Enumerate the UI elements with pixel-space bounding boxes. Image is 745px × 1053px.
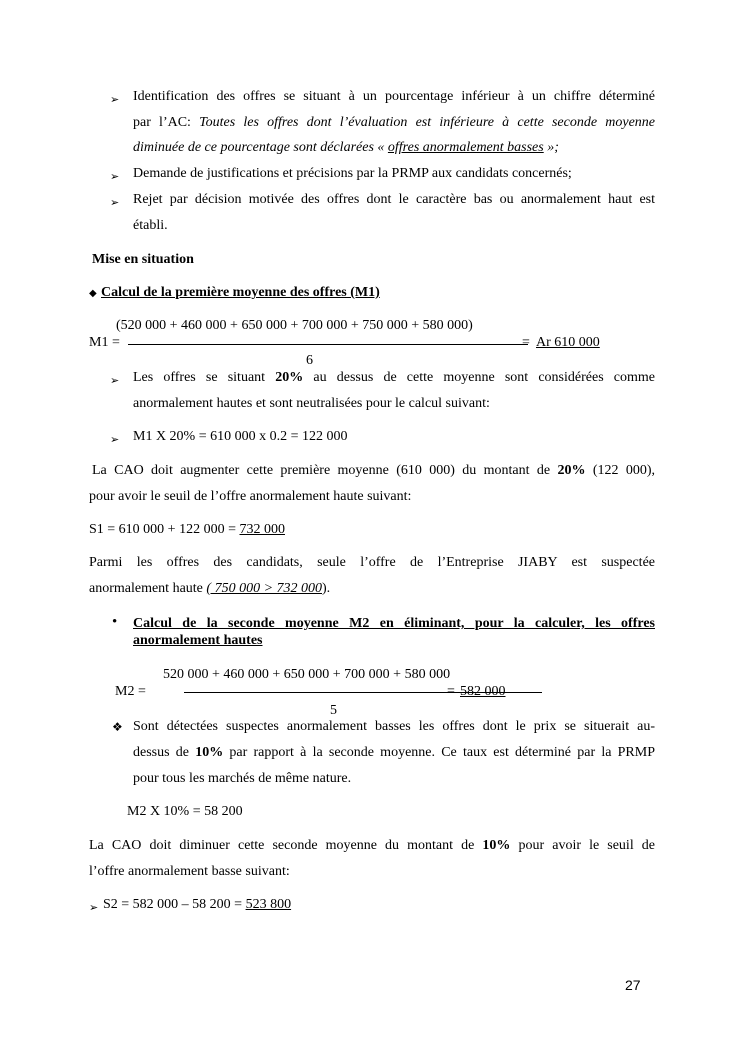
arrow-bullet-icon: ➢ bbox=[110, 433, 120, 446]
m1-numerator: (520 000 + 460 000 + 650 000 + 700 000 + 750 000 + 580 000) bbox=[116, 318, 473, 333]
cao1-line1: La CAO doit augmenter cette première moyenne (610 000) du montant de 20% (122 000), bbox=[92, 463, 656, 478]
m2-bullet-line1: Sont détectées suspectes anormalement basses les offres dont le prix se situerait au- bbox=[133, 719, 655, 734]
arrow-bullet-icon: ➢ bbox=[89, 901, 99, 914]
bullet-identification-line1: Identification des offres se situant à un pourcentage inférieur à un chiffre déterminé bbox=[133, 89, 655, 104]
cao2-line1: La CAO doit diminuer cette seconde moyenne du montant de 10% pour avoir le seuil de bbox=[89, 838, 656, 853]
bullet-demande: Demande de justifications et précisions par la PRMP aux candidats concernés; bbox=[133, 166, 572, 181]
m2-numerator: 520 000 + 460 000 + 650 000 + 700 000 + 580 000 bbox=[163, 667, 451, 682]
m1-fraction-bar bbox=[128, 344, 528, 345]
diamond-bullet-icon: ◆ bbox=[89, 288, 97, 299]
m2-equals: = bbox=[447, 684, 455, 699]
round-bullet-icon: • bbox=[112, 614, 118, 630]
m2-heading-line1: Calcul de la seconde moyenne M2 en éliminant, pour la calculer, les offres bbox=[133, 616, 655, 631]
m2-denominator: 5 bbox=[330, 703, 337, 718]
m2-result: 582 000 bbox=[460, 684, 506, 699]
m1-result: Ar 610 000 bbox=[536, 335, 600, 350]
cao1-line2: pour avoir le seuil de l’offre anormalement haute suivant: bbox=[89, 489, 412, 504]
m1-heading: Calcul de la première moyenne des offres (M1) bbox=[101, 285, 380, 300]
bullet-rejet-line2: établi. bbox=[133, 218, 168, 233]
m2-bullet-line3: pour tous les marchés de même nature. bbox=[133, 771, 352, 786]
m2-bullet-line2: dessus de 10% par rapport à la seconde moyenne. Ce taux est déterminé par la PRMP bbox=[133, 745, 655, 760]
four-diamond-bullet-icon: ❖ bbox=[112, 720, 123, 734]
section-title: Mise en situation bbox=[92, 252, 194, 267]
arrow-bullet-icon: ➢ bbox=[110, 93, 120, 106]
s2-formula: S2 = 582 000 – 58 200 = 523 800 bbox=[103, 897, 292, 912]
bullet-rejet-line1: Rejet par décision motivée des offres dont le caractère bas ou anormalement haut est bbox=[133, 192, 655, 207]
bullet-identification-line2: par l’AC: Toutes les offres dont l’évaluation est inférieure à cette seconde moyenne bbox=[133, 115, 656, 130]
m1-denominator: 6 bbox=[306, 353, 313, 368]
page-number: 27 bbox=[625, 977, 641, 993]
m2-calc: M2 X 10% = 58 200 bbox=[127, 804, 243, 819]
bullet-identification-line3: diminuée de ce pourcentage sont déclarées « offres anormalement basses »; bbox=[133, 140, 559, 155]
parmi-line2: anormalement haute ( 750 000 > 732 000). bbox=[89, 581, 331, 596]
m1-calc: M1 X 20% = 610 000 x 0.2 = 122 000 bbox=[133, 429, 348, 444]
arrow-bullet-icon: ➢ bbox=[110, 374, 120, 387]
m2-heading-line2: anormalement hautes bbox=[133, 633, 263, 648]
arrow-bullet-icon: ➢ bbox=[110, 170, 120, 183]
parmi-line1: Parmi les offres des candidats, seule l’offre de l’Entreprise JIABY est suspectée bbox=[89, 555, 655, 570]
cao2-line2: l’offre anormalement basse suivant: bbox=[89, 864, 290, 879]
m1-equals: = bbox=[522, 335, 530, 350]
m2-label: M2 = bbox=[115, 684, 146, 699]
s1-formula: S1 = 610 000 + 122 000 = 732 000 bbox=[89, 522, 285, 537]
m1-bullet-line1: Les offres se situant 20% au dessus de cette moyenne sont considérées comme bbox=[133, 370, 656, 385]
m1-label: M1 = bbox=[89, 335, 120, 350]
arrow-bullet-icon: ➢ bbox=[110, 196, 120, 209]
m1-bullet-line2: anormalement hautes et sont neutralisées pour le calcul suivant: bbox=[133, 396, 490, 411]
